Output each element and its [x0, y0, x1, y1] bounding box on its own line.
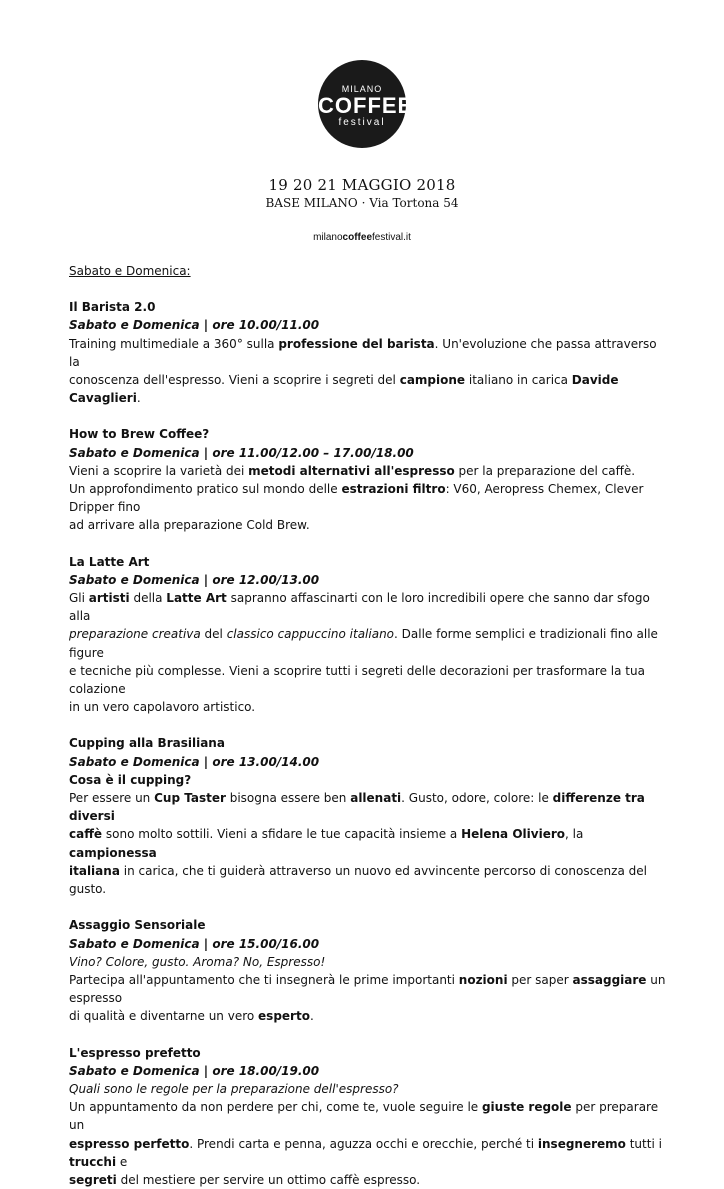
event-description-line: Gli artisti della Latte Art sapranno affascinarti con le loro incredibili opere che sanno dar sfogo alla: [69, 591, 650, 624]
event-title: Il Barista 2.0: [69, 300, 156, 315]
event-description-line: Vino? Colore, gusto. Aroma? No, Espresso!: [69, 954, 326, 969]
event-description-line: preparazione creativa del classico cappuccino italiano. Dalle forme semplici e tradizionali fino alle figure: [69, 627, 658, 660]
event-title: Cupping alla Brasiliana: [69, 736, 225, 751]
event-description-line: ad arrivare alla preparazione Cold Brew.: [69, 518, 310, 533]
event-description-line: caffè sono molto sottili. Vieni a sfidare le tue capacità insieme a Helena Oliviero, la campionessa: [69, 827, 584, 860]
event-description-line: Cosa è il cupping?: [69, 772, 192, 787]
event-description-line: espresso perfetto. Prendi carta e penna, aguzza occhi e orecchie, perché ti insegneremo tutti i trucchi e: [69, 1136, 662, 1169]
event-schedule: Sabato e Domenica | ore 13.00/14.00: [69, 754, 320, 769]
event-schedule: Sabato e Domenica | ore 11.00/12.00 – 17.00/18.00: [69, 445, 414, 460]
event-description-line: e tecniche più complesse. Vieni a scoprire tutti i segreti delle decorazioni per trasformare la tua colazione: [69, 663, 645, 697]
event-section: [69, 298, 669, 407]
event-description-line: Un appuntamento da non perdere per chi, come te, vuole seguire le giuste regole per preparare un: [69, 1100, 659, 1133]
logo-bottom-text: festival: [338, 117, 386, 128]
festival-url: milanocoffeefestival.it: [313, 232, 411, 243]
event-schedule: Sabato e Domenica | ore 15.00/16.00: [69, 936, 320, 951]
event-description-line: Quali sono le regole per la preparazione dell'espresso?: [69, 1081, 399, 1096]
event-description-line: Partecipa all'appuntamento che ti insegnerà le prime importanti nozioni per saper assaggiare un espresso: [69, 972, 666, 1006]
event-description-line: segreti del mestiere per servire un ottimo caffè espresso.: [69, 1172, 421, 1187]
event-list: [69, 280, 669, 1189]
event-section: [69, 553, 669, 717]
festival-logo: [318, 60, 414, 148]
intro-heading: Sabato e Domenica:: [69, 264, 191, 278]
event-description-line: Un approfondimento pratico sul mondo delle estrazioni filtro: V60, Aeropress Chemex, Clever Dripper fino: [69, 482, 644, 515]
event-description-line: Training multimediale a 360° sulla professione del barista. Un'evoluzione che passa attraverso la: [69, 336, 657, 369]
event-schedule: Sabato e Domenica | ore 12.00/13.00: [69, 572, 320, 587]
event-title: Assaggio Sensoriale: [69, 918, 206, 933]
event-description-line: italiana in carica, che ti guiderà attraverso un nuovo ed avvincente percorso di conoscenza del gusto.: [69, 863, 647, 897]
event-description-line: di qualità e diventarne un vero esperto.: [69, 1009, 314, 1024]
document-body: [69, 262, 669, 1189]
event-section: [69, 916, 669, 1025]
event-description-line: in un vero capolavoro artistico.: [69, 700, 256, 715]
event-section: [69, 1044, 669, 1189]
event-schedule: Sabato e Domenica | ore 18.00/19.00: [69, 1063, 320, 1078]
logo-top-text: MILANO: [341, 84, 383, 94]
event-description-line: conoscenza dell'espresso. Vieni a scoprire i segreti del campione italiano in carica Davide Cavaglieri.: [69, 373, 619, 406]
event-title: La Latte Art: [69, 554, 150, 569]
event-schedule: Sabato e Domenica | ore 10.00/11.00: [69, 318, 320, 333]
event-section: [69, 734, 669, 898]
event-title: L'espresso prefetto: [69, 1045, 201, 1060]
document-header: [0, 60, 724, 243]
event-description-line: Vieni a scoprire la varietà dei metodi alternativi all'espresso per la preparazione del caffè.: [69, 463, 636, 478]
event-title: How to Brew Coffee?: [69, 427, 210, 442]
event-section: [69, 425, 669, 534]
logo-main-text: COFFEE: [318, 93, 414, 118]
event-venue: BASE MILANO · Via Tortona 54: [265, 196, 459, 210]
event-dates: 19 20 21 MAGGIO 2018: [268, 176, 456, 194]
event-description-line: Per essere un Cup Taster bisogna essere ben allenati. Gusto, odore, colore: le differenze tra diversi: [69, 791, 645, 824]
